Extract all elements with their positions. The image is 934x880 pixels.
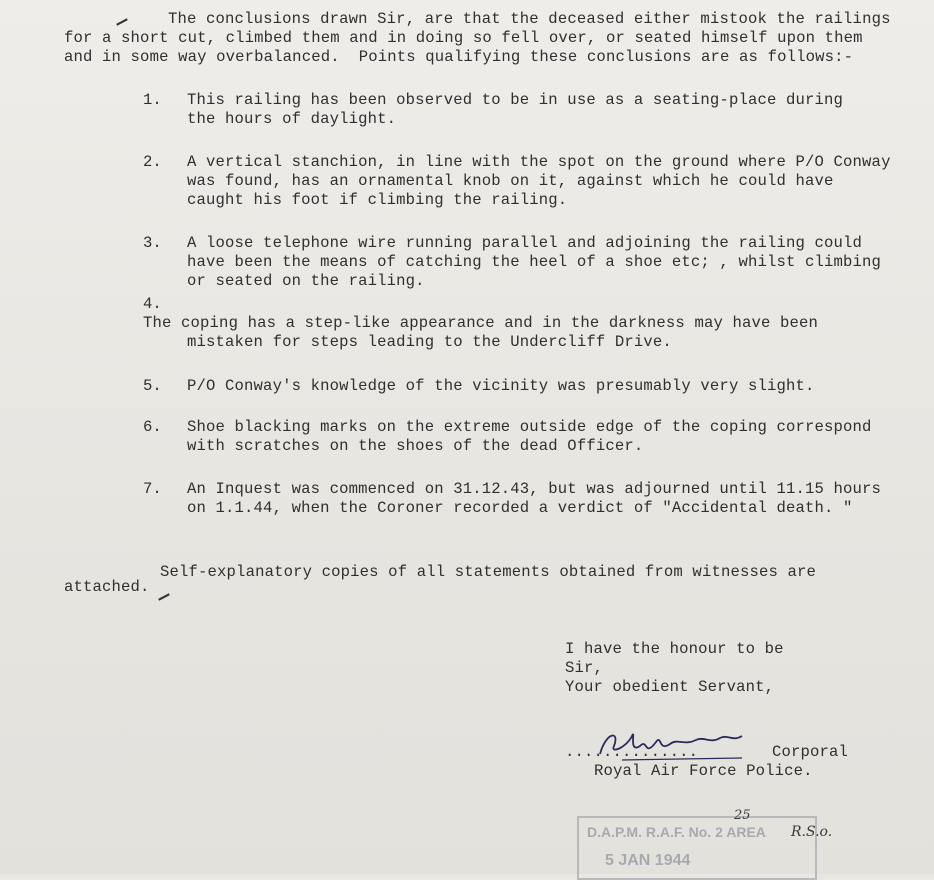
point-line: An Inquest was commenced on 31.12.43, but was adjourned until 11.15 hours (187, 480, 882, 498)
point-number: 2. (143, 153, 162, 171)
signature-dots: .............. (565, 743, 699, 761)
point-line: or seated on the railing. (187, 272, 425, 290)
point-line: A vertical stanchion, in line with the spot on the ground where P/O Conway (187, 153, 891, 171)
point-line: This railing has been observed to be in use as a seating-place during (187, 91, 844, 109)
stamp-line: D.A.P.M. R.A.F. No. 2 AREA (587, 824, 766, 840)
handwritten-initials: R.S.o. (791, 824, 833, 840)
stamp-date: 5 JAN 1944 (605, 852, 691, 869)
point-number: 1. (143, 91, 162, 109)
point-line: The coping has a step-like appearance and in the darkness may have been (143, 314, 819, 332)
point-line: Shoe blacking marks on the extreme outside edge of the coping correspond (187, 418, 872, 436)
signoff-line: Sir, (565, 659, 604, 677)
point-line: was found, has an ornamental knob on it, against which he could have (187, 172, 834, 190)
tick-mark (116, 18, 128, 25)
point-line: on 1.1.44, when the Coroner recorded a verdict of "Accidental death. " (187, 499, 853, 517)
signoff-line: Your obedient Servant, (565, 678, 775, 696)
tick-mark (158, 593, 170, 600)
intro-line: for a short cut, climbed them and in doing so fell over, or seated himself upon them (64, 29, 863, 47)
closing-line: attached. (64, 578, 150, 596)
point-number: 6. (143, 418, 162, 436)
signoff-rank: Corporal (772, 743, 849, 761)
point-line: have been the means of catching the heel of a shoe etc; , whilst climbing (187, 253, 882, 271)
intro-line: and in some way overbalanced. Points qualifying these conclusions are as follows:- (64, 48, 854, 66)
point-number: 7. (143, 480, 162, 498)
point-line: A loose telephone wire running parallel and adjoining the railing could (187, 234, 863, 252)
intro-line: The conclusions drawn Sir, are that the deceased either mistook the railings (168, 10, 891, 28)
signoff-line: I have the honour to be (565, 640, 784, 658)
point-number: 4. (143, 295, 162, 313)
handwritten-number: 25 (734, 808, 751, 823)
closing-line: Self-explanatory copies of all statements obtained from witnesses are (160, 563, 817, 581)
point-line: with scratches on the shoes of the dead Officer. (187, 437, 644, 455)
point-line: caught his foot if climbing the railing. (187, 191, 568, 209)
signoff-unit: Royal Air Force Police. (594, 762, 813, 780)
point-line: the hours of daylight. (187, 110, 397, 128)
point-line: mistaken for steps leading to the Undercliff Drive. (187, 333, 672, 351)
point-number: 5. (143, 377, 162, 395)
point-line: P/O Conway's knowledge of the vicinity was presumably very slight. (187, 377, 815, 395)
received-stamp (577, 816, 817, 880)
point-number: 3. (143, 234, 162, 252)
